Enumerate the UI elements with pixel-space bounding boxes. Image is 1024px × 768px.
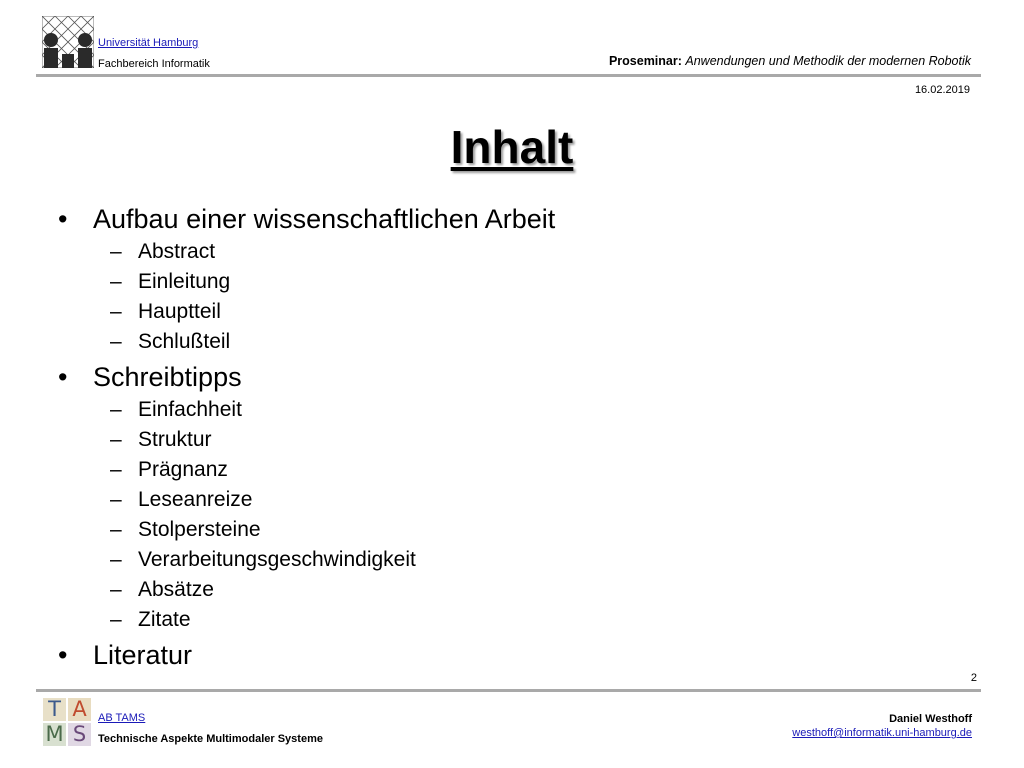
slide-date: 16.02.2019 [914, 84, 970, 96]
tams-letter: T [43, 698, 66, 721]
outline-item-label: Aufbau einer wissenschaftlichen Arbeit [93, 204, 556, 234]
outline-subitem-label: Abstract [138, 240, 216, 263]
group-fullname: Technische Aspekte Multimodaler Systeme [98, 733, 323, 745]
outline-subitem-label: Einleitung [138, 270, 231, 293]
outline-subitem-label: Leseanreize [138, 488, 253, 511]
bullet-icon: • [58, 204, 68, 234]
department-label: Fachbereich Informatik [98, 58, 210, 70]
dash-icon: – [110, 300, 122, 323]
outline-subitem-label: Prägnanz [138, 458, 228, 481]
footer-divider [36, 689, 981, 692]
group-link[interactable]: AB TAMS [98, 712, 146, 724]
dash-icon: – [110, 548, 122, 571]
slide-title: Inhalt [450, 121, 574, 173]
dash-icon: – [110, 398, 122, 421]
dash-icon: – [110, 270, 122, 293]
bullet-icon: • [58, 362, 68, 392]
outline-subitem-label: Schlußteil [138, 330, 231, 353]
dash-icon: – [110, 240, 122, 263]
tams-letter: M [43, 723, 66, 746]
outline-subitem-label: Einfachheit [138, 398, 242, 421]
dash-icon: – [110, 518, 122, 541]
author-email-link[interactable]: westhoff@informatik.uni-hamburg.de [792, 727, 972, 739]
dash-icon: – [110, 428, 122, 451]
tams-logo [43, 698, 91, 746]
outline-item-label: Schreibtipps [93, 362, 242, 392]
outline-subitem-label: Stolpersteine [138, 518, 261, 541]
outline-item-label: Literatur [93, 640, 193, 670]
author-name: Daniel Westhoff [889, 713, 972, 725]
dash-icon: – [110, 578, 122, 601]
outline-subitem-label: Struktur [138, 428, 212, 451]
course-title: Anwendungen und Methodik der modernen Robotik [685, 54, 971, 68]
page-number: 2 [970, 672, 977, 684]
bullet-icon: • [58, 640, 68, 670]
course-label: Proseminar: [608, 54, 682, 68]
outline-subitem-label: Absätze [138, 578, 214, 601]
outline-subitem-label: Zitate [138, 608, 191, 631]
outline-subitem-label: Verarbeitungsgeschwindigkeit [138, 548, 416, 571]
dash-icon: – [110, 488, 122, 511]
university-link[interactable]: Universität Hamburg [98, 37, 199, 49]
dash-icon: – [110, 330, 122, 353]
tams-letter: A [68, 698, 91, 721]
outline-subitem-label: Hauptteil [138, 300, 221, 323]
dash-icon: – [110, 608, 122, 631]
dash-icon: – [110, 458, 122, 481]
tams-letter: S [68, 723, 91, 746]
